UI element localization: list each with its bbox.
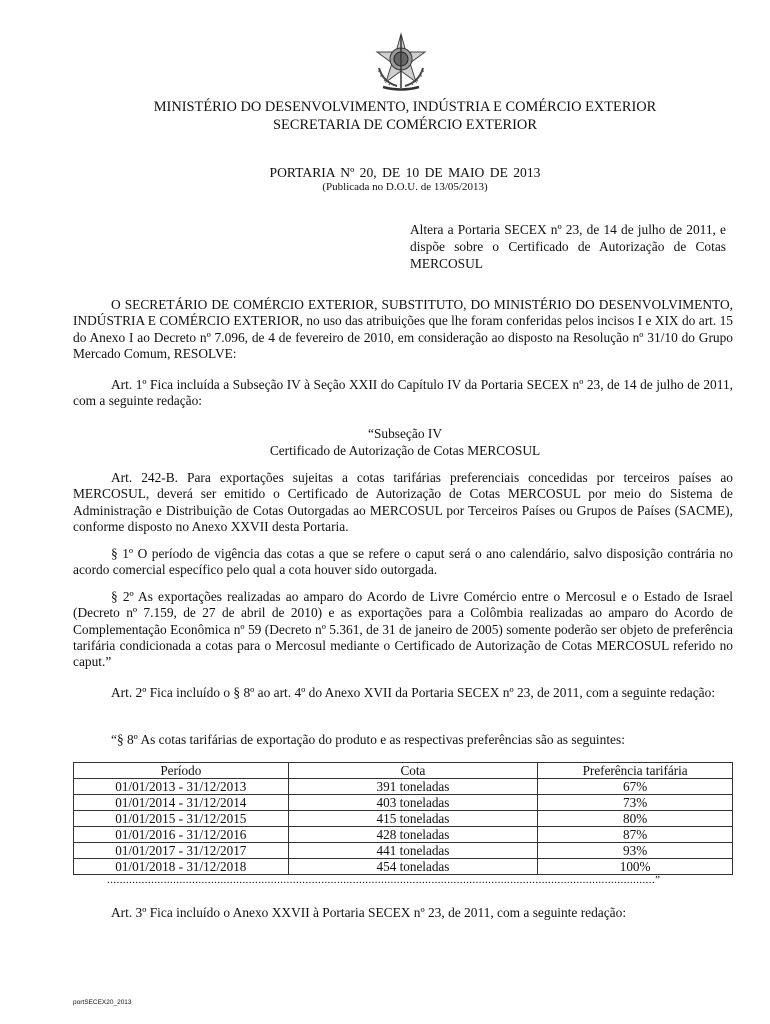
portaria-title: PORTARIA Nº 20, DE 10 DE MAIO DE 2013: [269, 165, 541, 180]
table-header-row: [74, 763, 733, 779]
cell-period: 01/01/2015 - 31/12/2015: [74, 811, 289, 827]
article-242b: Art. 242-B. Para exportações sujeitas a cotas tarifárias preferenciais concedidas por terceiros países ao MERCOSUL, deverá ser emitido o Certificado de Autorização de Cotas MERCOSUL por meio do Sistema de Administração e Distribuição de Cotas Outorgadas ao MERCOSUL por Terceiros Países ou Grupos de Países (SACME), conforme disposto no Anexo XXVII desta Portaria.: [73, 470, 733, 534]
publication-note: (Publicada no D.O.U. de 13/05/2013): [322, 181, 488, 193]
cell-period: 01/01/2018 - 31/12/2018: [74, 859, 289, 875]
table-row: [74, 827, 733, 843]
cell-period: 01/01/2014 - 31/12/2014: [74, 795, 289, 811]
document-header: [60, 98, 750, 134]
dotted-continuation-line: ..............................................................................................................................................................................”: [107, 874, 661, 886]
cell-preference: 73%: [538, 795, 733, 811]
table-row: [74, 779, 733, 795]
column-header-period: Período: [74, 763, 289, 779]
cell-preference: 93%: [538, 843, 733, 859]
cell-period: 01/01/2013 - 31/12/2013: [74, 779, 289, 795]
preamble-paragraph: O SECRETÁRIO DE COMÉRCIO EXTERIOR, SUBSTITUTO, DO MINISTÉRIO DO DESENVOLVIMENTO, INDÚSTRIA E COMÉRCIO EXTERIOR, no uso das atribuições que lhe foram conferidas pelos incisos I e XIX do art. 15 do Anexo I ao Decreto nº 7.096, de 4 de fevereiro de 2010, em consideração ao disposto na Resolução nº 31/10 do Grupo Mercado Comum, RESOLVE:: [73, 297, 733, 361]
subsection-title: “Subseção IV: [368, 426, 442, 441]
secretariat-name: SECRETARIA DE COMÉRCIO EXTERIOR: [273, 117, 537, 133]
column-header-preference: Preferência tarifária: [538, 763, 733, 779]
ministry-name: MINISTÉRIO DO DESENVOLVIMENTO, INDÚSTRIA E COMÉRCIO EXTERIOR: [153, 99, 657, 115]
cell-period: 01/01/2016 - 31/12/2016: [74, 827, 289, 843]
subsection-heading: [60, 425, 750, 459]
cell-preference: 100%: [538, 859, 733, 875]
ementa: Altera a Portaria SECEX nº 23, de 14 de julho de 2011, e dispõe sobre o Certificado de Autorização de Cotas MERCOSUL: [410, 222, 726, 271]
paragraph-8: “§ 8º As cotas tarifárias de exportação do produto e as respectivas preferências são as seguintes:: [111, 732, 625, 747]
cell-quota: 428 toneladas: [288, 827, 538, 843]
cell-preference: 87%: [538, 827, 733, 843]
cell-preference: 67%: [538, 779, 733, 795]
cell-period: 01/01/2017 - 31/12/2017: [74, 843, 289, 859]
footer-file-reference: portSECEX20_2013: [73, 999, 132, 1006]
paragraph-2: § 2º As exportações realizadas ao amparo do Acordo de Livre Comércio entre o Mercosul e o Estado de Israel (Decreto nº 7.159, de 27 de abril de 2010) e as exportações para a Colômbia realizadas ao amparo do Acordo de Complementação Econômica nº 59 (Decreto nº 5.361, de 31 de janeiro de 2005) somente poderão ser objeto de preferência tarifária condicionada a cotas para o Mercosul mediante o Certificado de Autorização de Cotas MERCOSUL referido no caput.”: [73, 589, 733, 670]
subsection-subtitle: Certificado de Autorização de Cotas MERCOSUL: [269, 443, 541, 458]
table-row: [74, 843, 733, 859]
cell-quota: 391 toneladas: [288, 779, 538, 795]
column-header-quota: Cota: [288, 763, 538, 779]
article-3: Art. 3º Fica incluído o Anexo XXVII à Portaria SECEX nº 23, de 2011, com a seguinte redação:: [111, 905, 627, 920]
cell-preference: 80%: [538, 811, 733, 827]
paragraph-1: § 1º O período de vigência das cotas a que se refere o caput será o ano calendário, salvo disposição contrária no acordo comercial específico pelo qual a cota houver sido outorgada.: [73, 546, 733, 578]
article-1: Art. 1º Fica incluída a Subseção IV à Seção XXII do Capítulo IV da Portaria SECEX nº 23, de 14 de julho de 2011, com a seguinte redação:: [73, 377, 733, 409]
table-row: [74, 811, 733, 827]
article-2: Art. 2º Fica incluído o § 8º ao art. 4º do Anexo XVII da Portaria SECEX nº 23, de 2011, com a seguinte redação:: [111, 685, 716, 700]
table-row: [74, 859, 733, 875]
cell-quota: 441 toneladas: [288, 843, 538, 859]
table-row: [74, 795, 733, 811]
quota-table: [73, 762, 733, 875]
cell-quota: 454 toneladas: [288, 859, 538, 875]
cell-quota: 403 toneladas: [288, 795, 538, 811]
cell-quota: 415 toneladas: [288, 811, 538, 827]
brazil-coat-of-arms-icon: [371, 32, 431, 92]
